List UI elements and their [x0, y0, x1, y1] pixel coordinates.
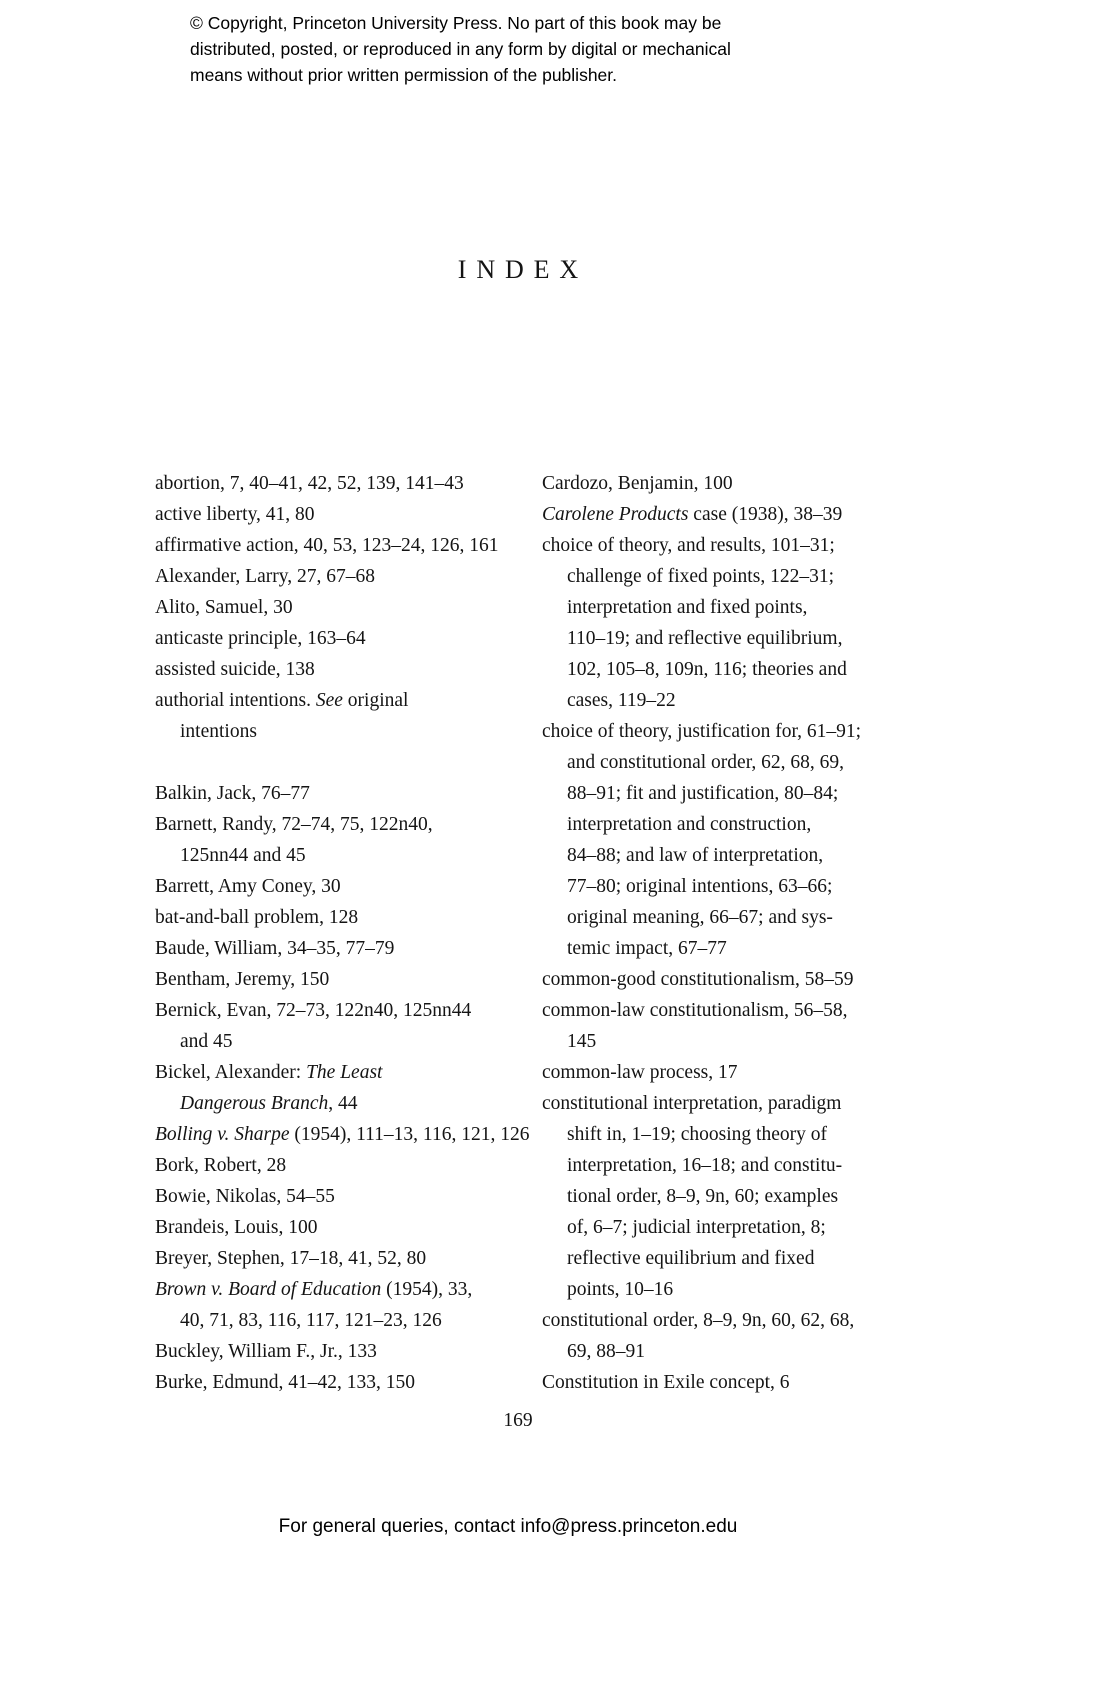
- index-entry: [155, 1057, 494, 1119]
- index-entry-line: Burke, Edmund, 41–42, 133, 150: [155, 1372, 415, 1393]
- index-entry: [155, 1181, 494, 1212]
- index-entry-continuation-line: interpretation, 16–18; and constitu-: [567, 1155, 843, 1176]
- index-entry: [155, 592, 494, 623]
- index-entry-line: Barrett, Amy Coney, 30: [155, 876, 341, 897]
- index-entry-line: Brandeis, Louis, 100: [155, 1217, 318, 1238]
- index-entry: [542, 468, 881, 499]
- index-entry-line: bat-and-ball problem, 128: [155, 907, 359, 928]
- index-entry-continuation-line: challenge of fixed points, 122–31;: [567, 566, 834, 587]
- index-entry: [542, 1088, 881, 1305]
- index-entry-line: Alexander, Larry, 27, 67–68: [155, 566, 375, 587]
- index-entry: [155, 1119, 530, 1150]
- index-entry-continuation-line: and 45: [180, 1031, 233, 1052]
- index-entry-continuation-line: 40, 71, 83, 116, 117, 121–23, 126: [180, 1310, 442, 1331]
- index-entry-continuation-line: tional order, 8–9, 9n, 60; examples: [567, 1186, 839, 1207]
- copyright-line: © Copyright, Princeton University Press. No part of this book may be: [190, 13, 722, 33]
- index-body: [155, 468, 881, 1398]
- index-entry: [155, 1367, 494, 1398]
- index-entry: [542, 499, 881, 530]
- index-entry: [155, 1150, 494, 1181]
- index-entry: [155, 1212, 494, 1243]
- index-left-column: [155, 468, 530, 1398]
- index-entry-line: anticaste principle, 163–64: [155, 628, 366, 649]
- index-entry: [155, 623, 494, 654]
- index-entry-line: Barnett, Randy, 72–74, 75, 122n40,: [155, 814, 433, 835]
- index-right-column: [542, 468, 881, 1398]
- index-entry: [155, 499, 494, 530]
- index-entry-line: affirmative action, 40, 53, 123–24, 126, 161: [155, 535, 499, 556]
- copyright-notice: [190, 10, 731, 88]
- index-entry: [155, 530, 499, 561]
- index-entry-continuation-line: original meaning, 66–67; and sys-: [567, 907, 833, 928]
- index-entry-continuation-line: interpretation and fixed points,: [567, 597, 808, 618]
- index-entry-line: assisted suicide, 138: [155, 659, 315, 680]
- index-entry: [155, 468, 494, 499]
- index-entry-continuation-line: temic impact, 67–77: [567, 938, 727, 959]
- footer-contact: For general queries, contact info@press.princeton.edu: [278, 1516, 738, 1537]
- page-title: INDEX: [457, 255, 589, 285]
- page-number: 169: [503, 1410, 533, 1431]
- index-entry-line: Bork, Robert, 28: [155, 1155, 287, 1176]
- copyright-line: distributed, posted, or reproduced in any form by digital or mechanical: [190, 39, 731, 59]
- index-entry-continuation-line: of, 6–7; judicial interpretation, 8;: [567, 1217, 826, 1238]
- index-entry-line: choice of theory, justification for, 61–91;: [542, 721, 862, 742]
- index-entry-continuation-line: 69, 88–91: [567, 1341, 645, 1362]
- index-entry-line: Alito, Samuel, 30: [155, 597, 293, 618]
- index-entry-line: constitutional interpretation, paradigm: [542, 1093, 842, 1114]
- index-entry-continuation-line: 125nn44 and 45: [180, 845, 306, 866]
- index-entry: [155, 964, 494, 995]
- index-entry-line: Carolene Products case (1938), 38–39: [542, 504, 843, 525]
- index-entry-continuation-line: points, 10–16: [567, 1279, 674, 1300]
- index-entry: [155, 995, 494, 1057]
- index-entry: [542, 995, 881, 1057]
- index-entry: [155, 654, 494, 685]
- index-entry: [155, 685, 494, 747]
- index-entry: [155, 809, 494, 871]
- index-entry-line: Bentham, Jeremy, 150: [155, 969, 330, 990]
- index-entry-line: Bolling v. Sharpe (1954), 111–13, 116, 121, 126: [155, 1124, 530, 1145]
- index-entry-continuation-line: 110–19; and reflective equilibrium,: [567, 628, 843, 649]
- index-entry-line: Bernick, Evan, 72–73, 122n40, 125nn44: [155, 1000, 472, 1021]
- index-entry: [542, 716, 881, 964]
- index-entry-line: Constitution in Exile concept, 6: [542, 1372, 790, 1393]
- index-entry-continuation-line: 88–91; fit and justification, 80–84;: [567, 783, 839, 804]
- index-entry: [542, 1057, 881, 1088]
- index-entry-line: Balkin, Jack, 76–77: [155, 783, 310, 804]
- index-entry: [155, 778, 494, 809]
- index-entry-line: Cardozo, Benjamin, 100: [542, 473, 733, 494]
- index-entry: [155, 561, 494, 592]
- index-entry-line: constitutional order, 8–9, 9n, 60, 62, 68,: [542, 1310, 855, 1331]
- copyright-line: means without prior written permission of the publisher.: [190, 65, 618, 85]
- index-entry-continuation-line: Dangerous Branch, 44: [180, 1093, 358, 1114]
- index-entry-line: Baude, William, 34–35, 77–79: [155, 938, 395, 959]
- index-entry-line: Brown v. Board of Education (1954), 33,: [155, 1279, 473, 1300]
- index-entry: [542, 1305, 881, 1367]
- index-entry-continuation-line: 84–88; and law of interpretation,: [567, 845, 824, 866]
- index-entry-continuation-line: cases, 119–22: [567, 690, 676, 711]
- index-entry-continuation-line: 145: [567, 1031, 597, 1052]
- index-entry: [542, 964, 881, 995]
- index-entry: [155, 1336, 494, 1367]
- index-entry-continuation-line: and constitutional order, 62, 68, 69,: [567, 752, 845, 773]
- index-entry-line: abortion, 7, 40–41, 42, 52, 139, 141–43: [155, 473, 464, 494]
- index-entry: [155, 871, 494, 902]
- index-entry-continuation-line: reflective equilibrium and fixed: [567, 1248, 815, 1269]
- index-entry-continuation-line: intentions: [180, 721, 257, 742]
- index-entry-continuation-line: 102, 105–8, 109n, 116; theories and: [567, 659, 847, 680]
- index-entry: [542, 1367, 881, 1398]
- index-entry-line: common-law constitutionalism, 56–58,: [542, 1000, 848, 1021]
- index-entry-continuation-line: shift in, 1–19; choosing theory of: [567, 1124, 827, 1145]
- index-entry-line: common-law process, 17: [542, 1062, 738, 1083]
- index-entry-line: Bowie, Nikolas, 54–55: [155, 1186, 335, 1207]
- index-entry-line: common-good constitutionalism, 58–59: [542, 969, 854, 990]
- index-entry-line: active liberty, 41, 80: [155, 504, 315, 525]
- index-entry-line: Bickel, Alexander: The Least: [155, 1062, 383, 1083]
- index-entry: [155, 933, 494, 964]
- index-entry: [155, 1274, 494, 1336]
- index-entry: [155, 902, 494, 933]
- index-entry-line: choice of theory, and results, 101–31;: [542, 535, 835, 556]
- index-entry: [542, 530, 881, 716]
- index-entry-line: Buckley, William F., Jr., 133: [155, 1341, 377, 1362]
- index-entry-line: authorial intentions. See original: [155, 690, 409, 711]
- index-entry-continuation-line: 77–80; original intentions, 63–66;: [567, 876, 833, 897]
- index-entry-continuation-line: interpretation and construction,: [567, 814, 812, 835]
- index-entry-line: Breyer, Stephen, 17–18, 41, 52, 80: [155, 1248, 427, 1269]
- index-entry: [155, 1243, 494, 1274]
